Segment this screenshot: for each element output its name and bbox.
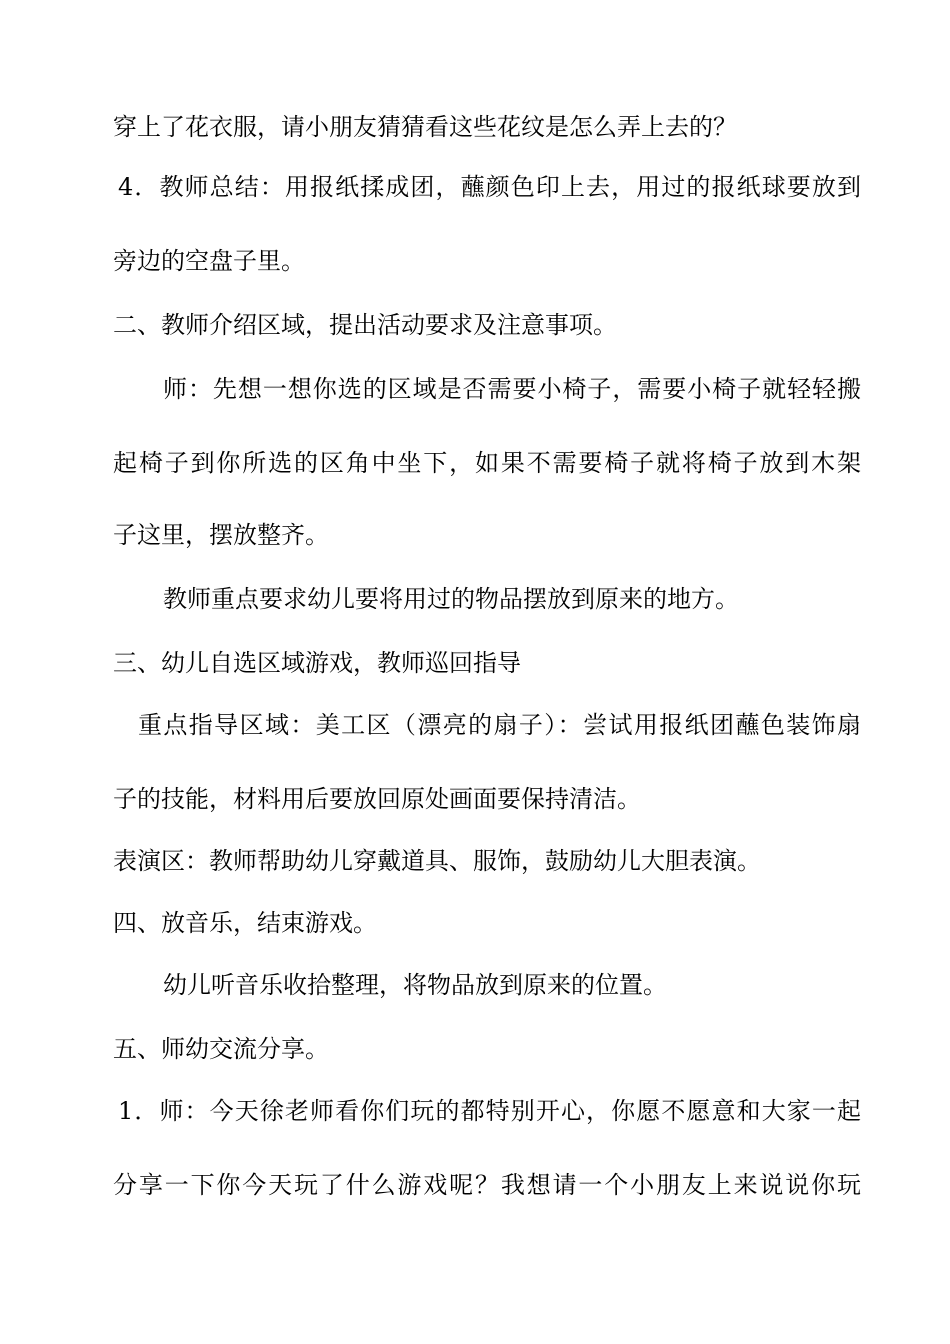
paragraph-line-11: 子的技能，材料用后要放回原处画面要保持清洁。 — [113, 785, 641, 813]
paragraph-line-5: 师：先想一想你选的区域是否需要小椅子，需要小椅子就轻轻搬 — [163, 375, 861, 403]
paragraph-line-8: 教师重点要求幼儿要将用过的物品摆放到原来的地方。 — [163, 585, 739, 613]
paragraph-line-10: 重点指导区域：美工区（漂亮的扇子）：尝试用报纸团蘸色装饰扇 — [138, 711, 861, 739]
paragraph-line-2: 4．教师总结：用报纸揉成团，蘸颜色印上去，用过的报纸球要放到 — [118, 173, 861, 201]
paragraph-line-16: 1．师：今天徐老师看你们玩的都特别开心，你愿不愿意和大家一起 — [118, 1097, 861, 1125]
paragraph-line-12: 表演区：教师帮助幼儿穿戴道具、服饰，鼓励幼儿大胆表演。 — [113, 847, 761, 875]
section-heading-5: 五、师幼交流分享。 — [113, 1035, 329, 1063]
section-heading-4: 四、放音乐，结束游戏。 — [113, 909, 377, 937]
paragraph-line-7: 子这里，摆放整齐。 — [113, 521, 329, 549]
section-heading-2: 二、教师介绍区域，提出活动要求及注意事项。 — [113, 311, 617, 339]
section-heading-3: 三、幼儿自选区域游戏，教师巡回指导 — [113, 649, 521, 677]
paragraph-line-17: 分享一下你今天玩了什么游戏呢？我想请一个小朋友上来说说你玩 — [113, 1171, 861, 1199]
paragraph-line-14: 幼儿听音乐收拾整理，将物品放到原来的位置。 — [163, 971, 667, 999]
paragraph-line-3: 旁边的空盘子里。 — [113, 247, 305, 275]
paragraph-line-1: 穿上了花衣服，请小朋友猜猜看这些花纹是怎么弄上去的？ — [113, 113, 737, 141]
paragraph-line-6: 起椅子到你所选的区角中坐下，如果不需要椅子就将椅子放到木架 — [113, 449, 861, 477]
